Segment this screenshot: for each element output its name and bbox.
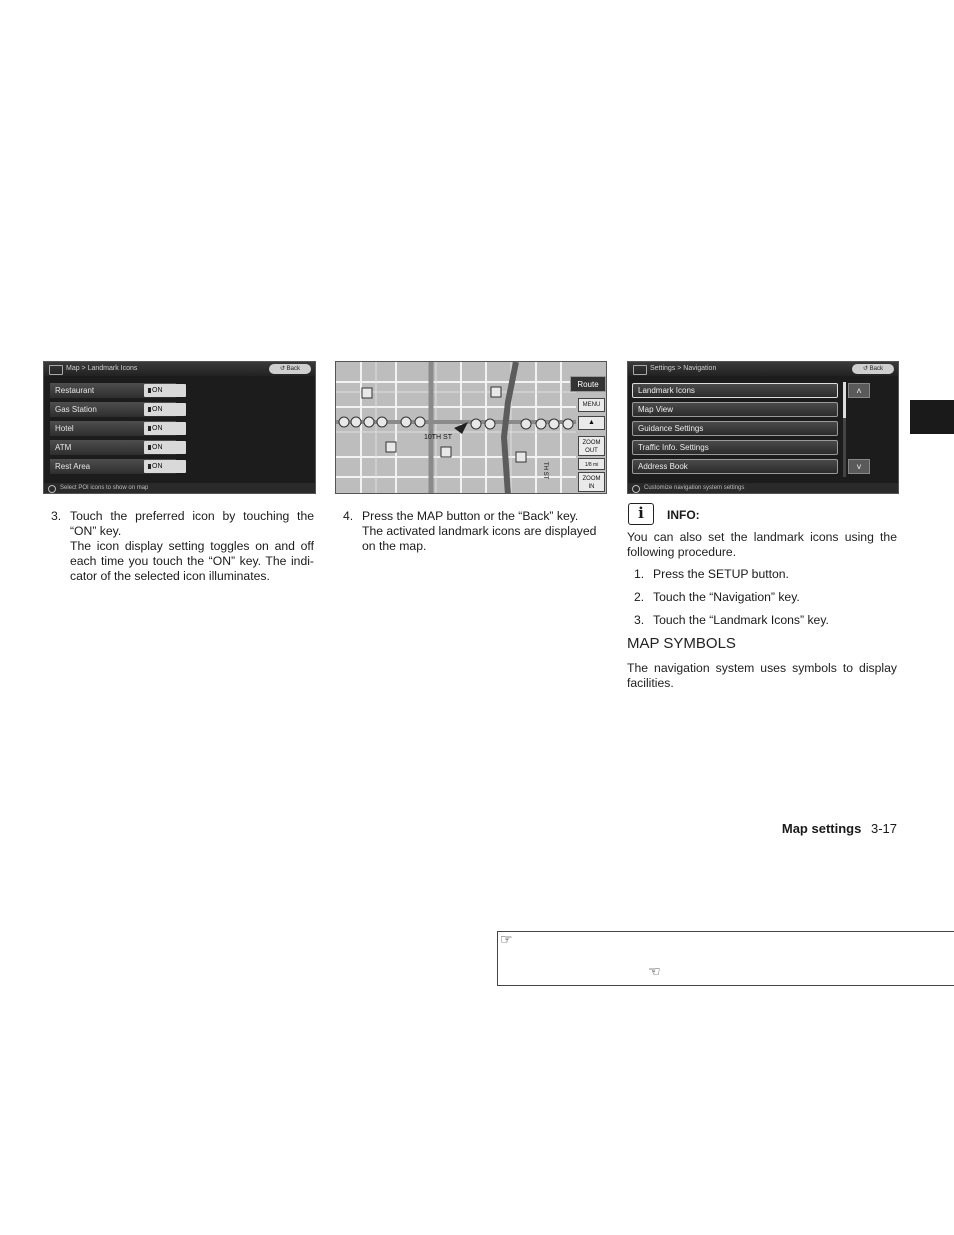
info-box xyxy=(627,503,897,527)
scale-indicator: 1/8 mi xyxy=(578,458,605,470)
double-chevron-down-icon: ˅ xyxy=(856,462,862,472)
compass-button[interactable]: ▲ xyxy=(578,416,605,430)
double-chevron-up-icon: ˄ xyxy=(856,386,862,396)
back-label: Back xyxy=(869,366,884,372)
step-text: Touch the “Navigation” key. xyxy=(653,590,800,604)
page-number: 3-17 xyxy=(870,821,897,836)
info-paragraph xyxy=(627,530,897,560)
on-toggle-button[interactable]: ON xyxy=(144,384,186,397)
landmark-row-hotel xyxy=(50,421,176,436)
back-button[interactable]: ↺ Back xyxy=(269,364,311,374)
menu-button[interactable]: MENU xyxy=(578,398,605,412)
step-number: 3. xyxy=(51,509,62,523)
back-button[interactable]: ↺ Back xyxy=(852,364,894,374)
step-text-line: on the map. xyxy=(362,539,427,553)
menu-item-address-book[interactable]: Address Book xyxy=(632,459,838,474)
info-label: INFO: xyxy=(667,508,700,522)
step-number: 3. xyxy=(634,613,645,627)
scroll-down-button[interactable] xyxy=(848,459,870,474)
step-number: 2. xyxy=(634,590,645,604)
on-toggle-button[interactable]: ON xyxy=(144,403,186,416)
info-icon xyxy=(632,485,640,493)
map-symbols-paragraph xyxy=(627,661,897,691)
row-label: Restaurant xyxy=(55,386,95,395)
step-text-line: The activated landmark icons are displayed xyxy=(362,524,597,538)
info-text-line: You can also set the landmark icons using the xyxy=(627,530,897,544)
menu-item-guidance-settings[interactable]: Guidance Settings xyxy=(632,421,838,436)
row-label: Hotel xyxy=(55,424,74,433)
route-button[interactable]: Route xyxy=(570,376,606,392)
screen-footer xyxy=(44,483,315,493)
map-screenshot xyxy=(335,361,607,494)
section-name: Map settings xyxy=(781,821,862,836)
reference-box xyxy=(497,931,954,986)
step-text-line: Press the MAP button or the “Back” key. xyxy=(362,509,579,523)
scroll-up-button[interactable] xyxy=(848,383,870,398)
landmark-row-gas-station xyxy=(50,402,176,417)
menu-item-landmark-icons[interactable]: Landmark Icons xyxy=(632,383,838,398)
map-graphic xyxy=(336,362,607,494)
pointing-hand-icon: ☜ xyxy=(648,964,661,980)
landmark-icons-screenshot xyxy=(43,361,316,494)
zoom-in-button[interactable]: ZOOM IN xyxy=(578,472,605,492)
street-label-vertical: TH ST xyxy=(542,462,548,480)
step-number: 1. xyxy=(634,567,645,581)
info-text-line: following procedure. xyxy=(627,545,737,559)
scrollbar-thumb[interactable] xyxy=(843,382,846,418)
step-text: Press the SETUP button. xyxy=(653,567,789,581)
back-label: Back xyxy=(286,366,301,372)
page-footer xyxy=(700,821,897,837)
on-toggle-button[interactable]: ON xyxy=(144,460,186,473)
settings-icon xyxy=(633,365,647,375)
on-toggle-button[interactable]: ON xyxy=(144,422,186,435)
map-icon xyxy=(49,365,63,375)
landmark-row-rest-area xyxy=(50,459,176,474)
screen-header xyxy=(44,362,315,376)
step-text-line: Touch the preferred icon by touching the xyxy=(70,509,314,523)
chapter-tab xyxy=(910,400,954,434)
screen-title: Map > Landmark Icons xyxy=(66,365,138,372)
menu-item-map-view[interactable]: Map View xyxy=(632,402,838,417)
info-icon: i xyxy=(628,503,654,525)
step-text-line: “ON” key. xyxy=(70,524,122,538)
pointing-hand-icon: ☞ xyxy=(500,932,513,948)
landmark-row-atm xyxy=(50,440,176,455)
scrollbar[interactable] xyxy=(843,382,846,477)
street-label: 10TH ST xyxy=(424,434,453,441)
screen-header xyxy=(628,362,898,376)
step-text-line: The icon display setting toggles on and off xyxy=(70,539,314,553)
step-text: Touch the “Landmark Icons” key. xyxy=(653,613,829,627)
step-text-line: cator of the selected icon illuminates. xyxy=(70,569,270,583)
step-text-line: each time you touch the “ON” key. The indi- xyxy=(70,554,314,568)
navigation-settings-screenshot xyxy=(627,361,899,494)
zoom-out-button[interactable]: ZOOM OUT xyxy=(578,436,605,456)
menu-item-traffic-info-settings[interactable]: Traffic Info. Settings xyxy=(632,440,838,455)
info-icon xyxy=(48,485,56,493)
screen-footer xyxy=(628,483,898,493)
landmark-row-restaurant xyxy=(50,383,176,398)
step-number: 4. xyxy=(343,509,354,523)
paragraph-line: facilities. xyxy=(627,676,674,690)
paragraph-line: The navigation system uses symbols to display xyxy=(627,661,897,675)
row-label: ATM xyxy=(55,443,72,452)
row-label: Rest Area xyxy=(55,462,91,471)
on-toggle-button[interactable]: ON xyxy=(144,441,186,454)
section-heading: MAP SYMBOLS xyxy=(627,635,736,652)
screen-title: Settings > Navigation xyxy=(650,365,717,372)
row-label: Gas Station xyxy=(55,405,97,414)
footer-hint: Select POI icons to show on map xyxy=(60,485,149,491)
footer-hint: Customize navigation system settings xyxy=(644,485,745,491)
